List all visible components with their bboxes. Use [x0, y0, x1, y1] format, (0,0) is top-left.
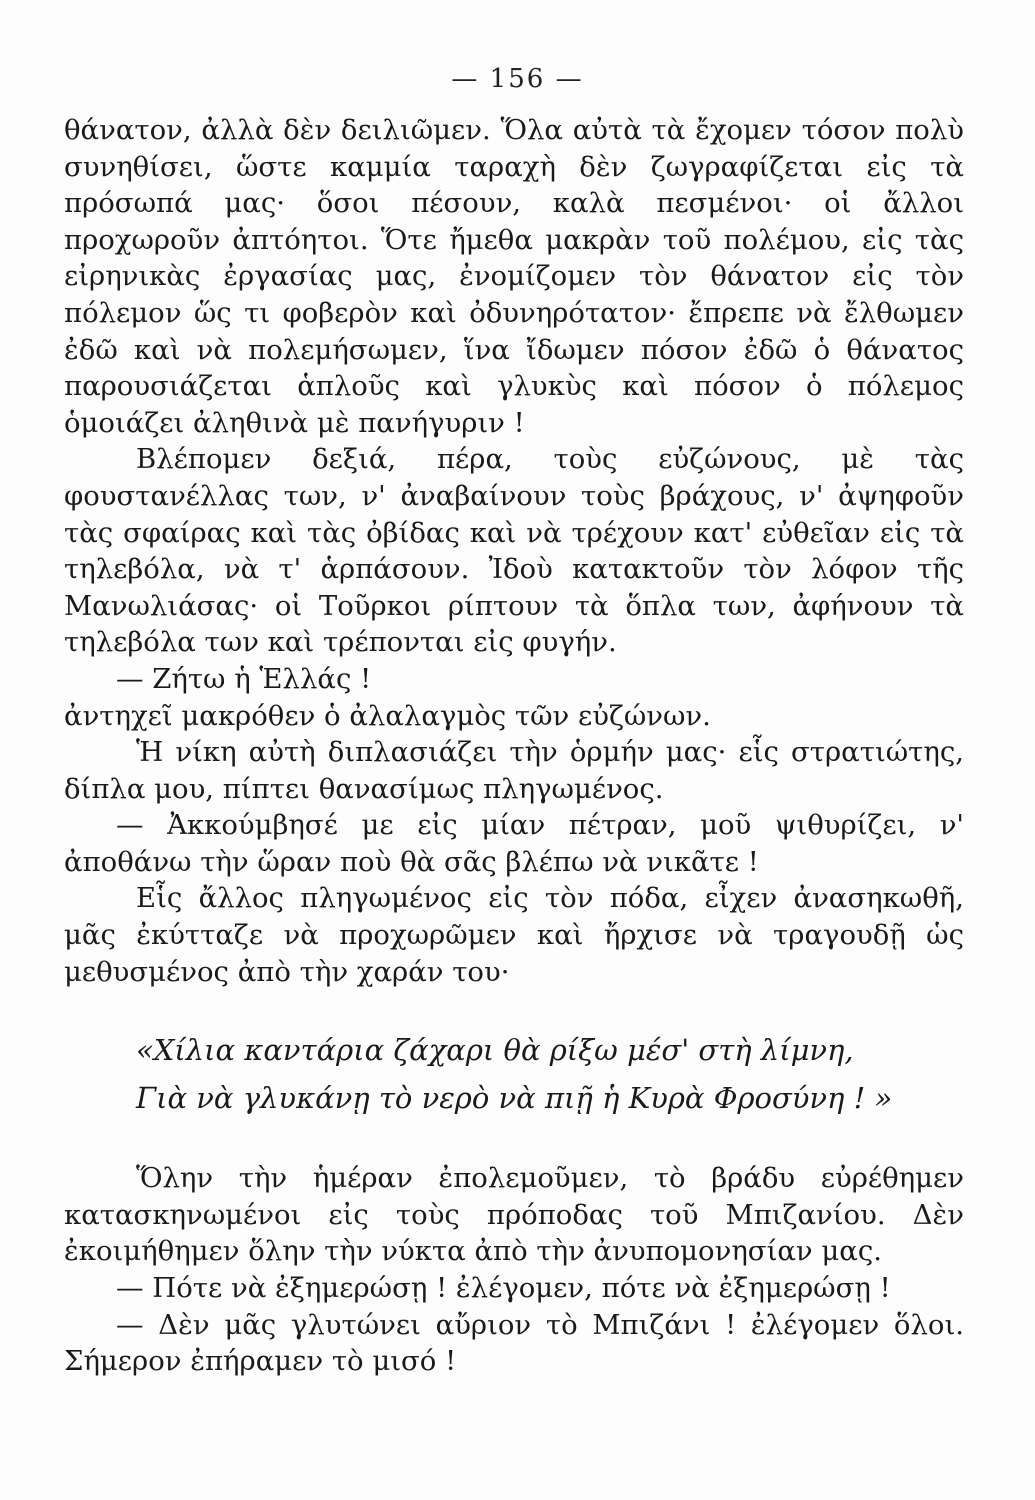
- paragraph: Εἷς ἄλλος πληγωμένος εἰς τὸν πόδα, εἶχεν ἀνασηκωθῆ, μᾶς ἐκύτταζε νὰ προχωρῶμεν καὶ ἤρχισε νὰ τραγουδῇ ὡς μεθυσμένος ἀπὸ τὴν χαράν του·: [64, 882, 964, 988]
- page-body: [64, 112, 964, 1380]
- paragraph: ἀντηχεῖ μακρόθεν ὁ ἀλαλαγμὸς τῶν εὐζώνων.: [64, 699, 711, 732]
- dialogue-line: — Πότε νὰ ἐξημερώσῃ ! ἐλέγομεν, πότε νὰ ἐξημερώσῃ !: [116, 1272, 891, 1305]
- paragraph: Ἡ νίκη αὐτὴ διπλασιάζει τὴν ὁρμήν μας· εἷς στρατιώτης, δίπλα μου, πίπτει θανασίμως πληγωμένος.: [64, 736, 964, 805]
- page-number: — 156 —: [451, 64, 584, 94]
- paragraph: Βλέπομεν δεξιά, πέρα, τοὺς εὐζώνους, μὲ τὰς φουστανέλλας των, ν' ἀναβαίνουν τοὺς βράχους, ν' ἀψηφοῦν τὰς σφαίρας καὶ τὰς ὀβίδας καὶ νὰ τρέχουν κατ' εὐθεῖαν εἰς τὰ τηλεβόλα, νὰ τ' ἁρπάσουν. Ἰδοὺ κατακτοῦν τὸν λόφον τῆς Μανωλιάσας· οἱ Τοῦρκοι ρίπτουν τὰ ὅπλα των, ἀφήνουν τὰ τηλεβόλα των καὶ τρέπονται εἰς φυγήν.: [64, 443, 964, 659]
- paragraph: θάνατον, ἀλλὰ δὲν δειλιῶμεν. Ὅλα αὐτὰ τὰ ἔχομεν τόσον πολὺ συνηθίσει, ὥστε καμμία ταραχὴ δὲν ζωγραφίζεται εἰς τὰ πρόσωπά μας· ὅσοι πέσουν, καλὰ πεσμένοι· οἱ ἄλλοι προχωροῦν ἀπτόητοι. Ὅτε ἤμεθα μακρὰν τοῦ πολέμου, εἰς τὰς εἰρηνικὰς ἐργασίας μας, ἐνομίζομεν τὸν θάνατον εἰς τὸν πόλεμον ὥς τι φοβερὸν καὶ ὀδυνηρότατον· ἔπρεπε νὰ ἔλθωμεν ἐδῶ καὶ νὰ πολεμήσωμεν, ἵνα ἴδωμεν πόσον ἐδῶ ὁ θάνατος παρουσιάζεται ἁπλοῦς καὶ γλυκὺς καὶ πόσον ὁ πόλεμος ὁμοιάζει ἀληθινὰ μὲ πανήγυριν !: [64, 114, 964, 439]
- dialogue-line: — Δὲν μᾶς γλυτώνει αὔριον τὸ Μπιζάνι ! ἐλέγομεν ὅλοι. Σήμερον ἐπήραμεν τὸ μισό !: [64, 1308, 964, 1378]
- dialogue-line: — Ἀκκούμβησέ με εἰς μίαν πέτραν, μοῦ ψιθυρίζει, ν' ἀποθάνω τὴν ὥραν ποὺ θὰ σᾶς βλέπω νὰ νικᾶτε !: [64, 809, 964, 878]
- song-verse: [136, 1026, 964, 1122]
- verse-line: «Χίλια καντάρια ζάχαρι θὰ ρίξω μέσ' στὴ λίμνη,: [136, 1033, 854, 1068]
- paragraph: Ὅλην τὴν ἡμέραν ἐπολεμοῦμεν, τὸ βράδυ εὐρέθημεν κατασκηνωμένοι εἰς τοὺς πρόποδας τοῦ Μπιζανίου. Δὲν ἐκοιμήθημεν ὅλην τὴν νύκτα ἀπὸ τὴν ἀνυπομονησίαν μας.: [64, 1162, 964, 1268]
- exclamation-line: — Ζήτω ἡ Ἑλλάς !: [116, 662, 372, 695]
- verse-line: Γιὰ νὰ γλυκάνῃ τὸ νερὸ νὰ πιῇ ἡ Κυρὰ Φροσύνη ! »: [136, 1081, 893, 1116]
